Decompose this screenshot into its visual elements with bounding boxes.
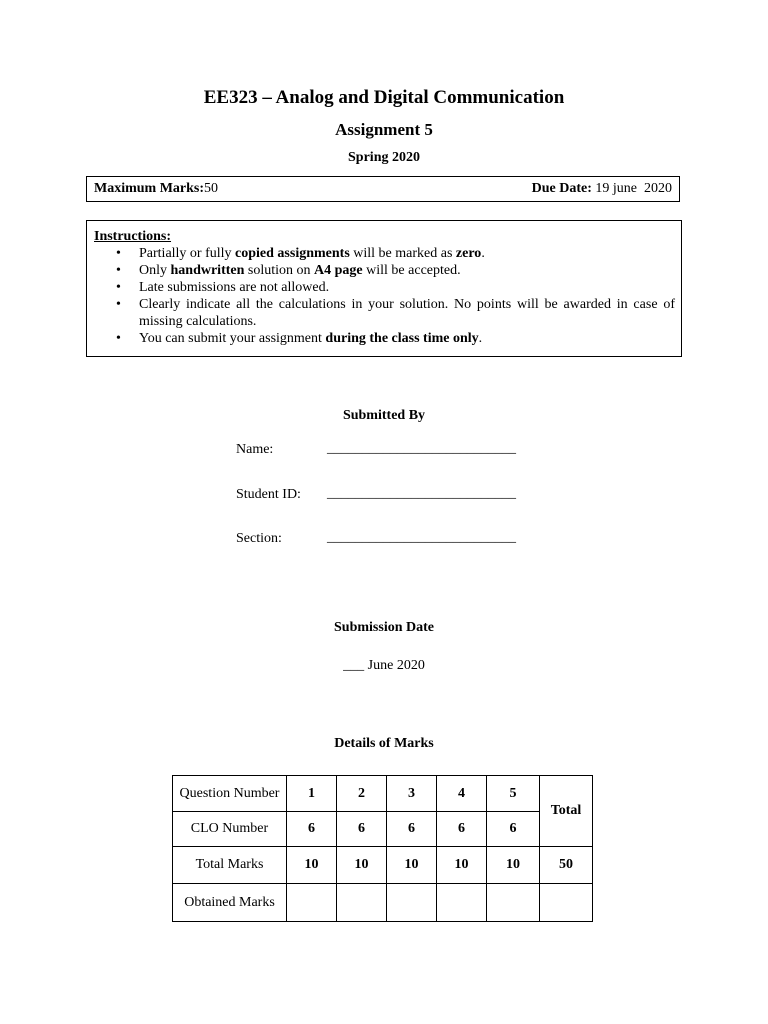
- obtained-marks-cell[interactable]: [337, 884, 387, 922]
- course-title: EE323 – Analog and Digital Communication: [203, 87, 565, 108]
- student-id-field[interactable]: ___________________________: [327, 486, 516, 501]
- name-label: Name:: [236, 442, 274, 457]
- submission-date-heading: Submission Date: [334, 620, 434, 635]
- name-field[interactable]: ___________________________: [327, 441, 516, 456]
- clo-cell: 6: [487, 812, 540, 847]
- question-cell: 5: [487, 776, 540, 812]
- clo-number-label: CLO Number: [173, 812, 287, 847]
- due-date-label: Due Date:: [531, 181, 592, 196]
- marks-due-box: [86, 176, 680, 202]
- table-row: [173, 812, 593, 847]
- question-number-label: Question Number: [173, 776, 287, 812]
- instructions-heading: Instructions:: [94, 229, 172, 244]
- total-marks-cell: 10: [387, 847, 437, 884]
- bullet-icon: •: [116, 246, 121, 261]
- question-cell: 1: [287, 776, 337, 812]
- total-marks-label: Total Marks: [173, 847, 287, 884]
- clo-cell: 6: [287, 812, 337, 847]
- bullet-icon: •: [116, 331, 121, 346]
- bullet-icon: •: [116, 297, 121, 312]
- section-field[interactable]: ___________________________: [327, 530, 516, 545]
- instructions-list: [87, 245, 683, 347]
- instruction-item: • Partially or fully copied assignments will be marked as zero.: [116, 246, 485, 261]
- obtained-marks-cell[interactable]: [487, 884, 540, 922]
- total-marks-cell: 10: [287, 847, 337, 884]
- table-row: [173, 776, 593, 812]
- bullet-icon: •: [116, 263, 121, 278]
- instruction-item: • Only handwritten solution on A4 page will be accepted.: [116, 263, 461, 278]
- total-marks-cell: 10: [337, 847, 387, 884]
- total-marks-cell: 10: [437, 847, 487, 884]
- table-row: [173, 847, 593, 884]
- clo-cell: 6: [437, 812, 487, 847]
- maximum-marks: [94, 181, 218, 197]
- total-header: Total: [540, 776, 593, 847]
- total-marks-sum: 50: [540, 847, 593, 884]
- student-id-label: Student ID:: [236, 487, 301, 502]
- section-label: Section:: [236, 531, 282, 546]
- assignment-title: Assignment 5: [335, 120, 433, 139]
- maximum-marks-value: 50: [204, 181, 219, 196]
- obtained-marks-cell[interactable]: [287, 884, 337, 922]
- due-date: [532, 181, 672, 197]
- maximum-marks-label: Maximum Marks:: [94, 181, 205, 196]
- obtained-marks-cell[interactable]: [437, 884, 487, 922]
- marks-table: [172, 775, 593, 922]
- submitted-by-heading: Submitted By: [342, 408, 426, 423]
- instruction-item: • Clearly indicate all the calculations in your solution. No points will be awarded in case of missing calculations.: [116, 297, 675, 329]
- obtained-marks-cell[interactable]: [387, 884, 437, 922]
- details-of-marks-heading: Details of Marks: [334, 736, 434, 751]
- table-row: [173, 884, 593, 922]
- submission-date-value: ___ June 2020: [343, 658, 425, 673]
- bullet-icon: •: [116, 280, 121, 295]
- instruction-item: • You can submit your assignment during the class time only.: [116, 331, 483, 346]
- instructions-box: [86, 220, 682, 357]
- total-marks-cell: 10: [487, 847, 540, 884]
- obtained-marks-label: Obtained Marks: [173, 884, 287, 922]
- instruction-item: • Late submissions are not allowed.: [116, 280, 330, 295]
- clo-cell: 6: [387, 812, 437, 847]
- question-cell: 3: [387, 776, 437, 812]
- question-cell: 4: [437, 776, 487, 812]
- clo-cell: 6: [337, 812, 387, 847]
- semester: Spring 2020: [348, 150, 420, 165]
- question-cell: 2: [337, 776, 387, 812]
- obtained-total-cell[interactable]: [540, 884, 593, 922]
- due-date-value: 19 june 2020: [591, 181, 672, 196]
